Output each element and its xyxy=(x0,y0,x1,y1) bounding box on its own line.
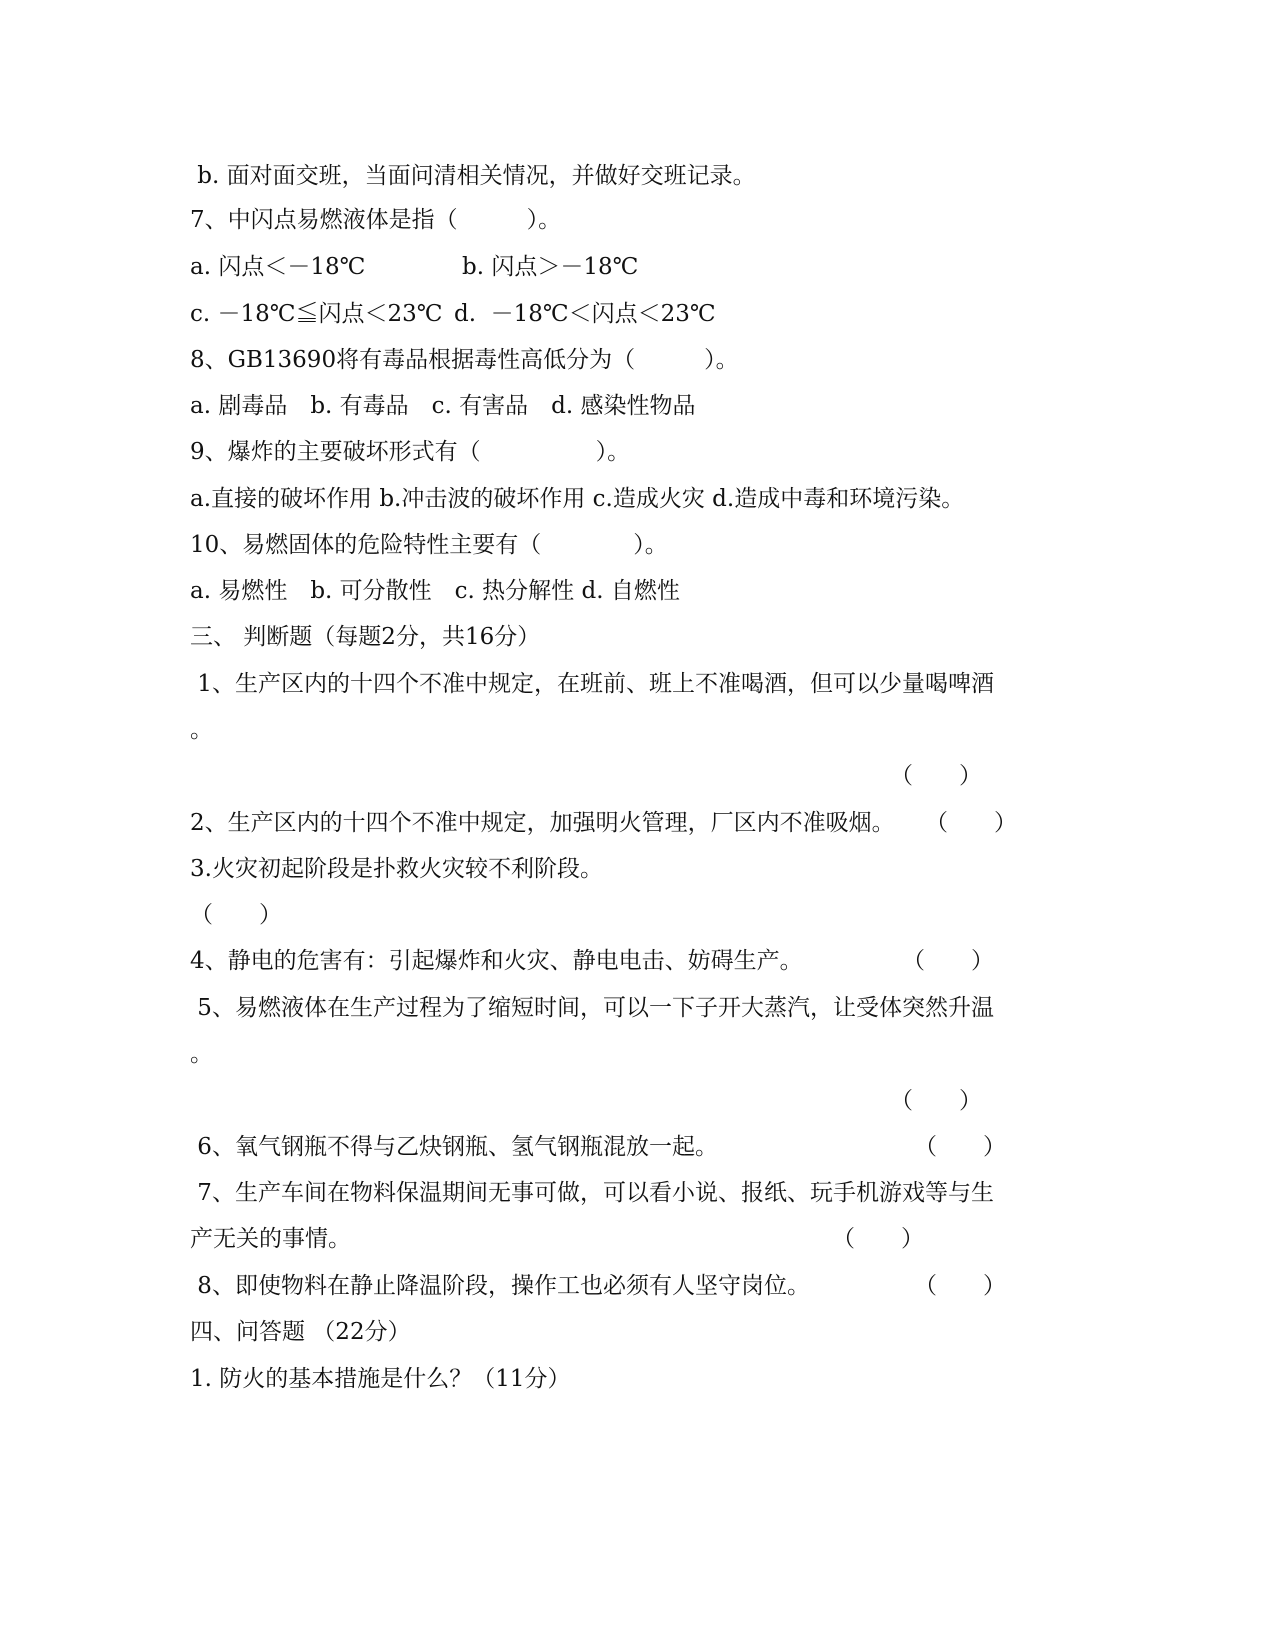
answer-blank: （ ） xyxy=(190,902,282,928)
tf-question-1-end: 。 xyxy=(190,717,213,743)
section-3-heading: 三、 判断题（每题2分，共16分） xyxy=(190,624,541,650)
answer-blank: （ ） xyxy=(832,1226,924,1252)
option-d: d. －18℃＜闪点＜23℃ xyxy=(454,301,716,327)
tf-question-5: 5、易燃液体在生产过程为了缩短时间，可以一下子开大蒸汽，让受体突然升温 xyxy=(190,995,994,1021)
tf-question-3: 3.火灾初起阶段是扑救火灾较不利阶段。 xyxy=(190,856,603,882)
option-b: b. 闪点＞－18℃ xyxy=(462,254,639,280)
question-9-options: a.直接的破坏作用 b.冲击波的破坏作用 c.造成火灾 d.造成中毒和环境污染。 xyxy=(190,486,965,512)
question-10-options: a. 易燃性 b. 可分散性 c. 热分解性 d. 自燃性 xyxy=(190,578,680,604)
section-4-heading: 四、问答题 （22分） xyxy=(190,1319,411,1345)
tf-question-6: 6、氧气钢瓶不得与乙炔钢瓶、氢气钢瓶混放一起。 （ ） xyxy=(190,1134,1006,1160)
answer-blank: （ ） xyxy=(914,1134,1006,1160)
option-c: c. －18℃≦闪点＜23℃ xyxy=(190,301,443,327)
answer-blank: （ ） xyxy=(890,1088,982,1114)
answer-blank: （ ） xyxy=(925,810,1017,836)
question-8: 8、GB13690将有毒品根据毒性高低分为（ ）。 xyxy=(190,347,739,373)
answer-blank: （ ） xyxy=(914,1273,1006,1299)
tf-question-2: 2、生产区内的十四个不准中规定，加强明火管理，厂区内不准吸烟。 （ ） xyxy=(190,810,1017,836)
tf-question-4: 4、静电的危害有：引起爆炸和火灾、静电电击、妨碍生产。 （ ） xyxy=(190,948,994,974)
option-b-handover: b. 面对面交班，当面问清相关情况，并做好交班记录。 xyxy=(190,163,756,189)
tf-question-7: 7、生产车间在物料保温期间无事可做，可以看小说、报纸、玩手机游戏等与生 xyxy=(190,1180,994,1206)
question-8-options: a. 剧毒品 b. 有毒品 c. 有害品 d. 感染性物品 xyxy=(190,393,696,419)
question-9: 9、爆炸的主要破坏形式有（ ）。 xyxy=(190,439,631,465)
option-a: a. 闪点＜－18℃ xyxy=(190,254,366,280)
tf-question-7-end: 产无关的事情。 （ ） xyxy=(190,1226,924,1252)
tf-question-8: 8、即使物料在静止降温阶段，操作工也必须有人坚守岗位。 （ ） xyxy=(190,1273,1006,1299)
tf-question-1: 1、生产区内的十四个不准中规定，在班前、班上不准喝酒，但可以少量喝啤酒 xyxy=(190,671,994,697)
tf-question-5-end: 。 xyxy=(190,1041,213,1067)
qa-question-1: 1. 防火的基本措施是什么？（11分） xyxy=(190,1366,571,1392)
answer-blank: （ ） xyxy=(902,948,994,974)
answer-blank: （ ） xyxy=(890,763,982,789)
question-10: 10、易燃固体的危险特性主要有（ ）。 xyxy=(190,532,668,558)
question-7: 7、中闪点易燃液体是指（ ）。 xyxy=(190,207,562,233)
